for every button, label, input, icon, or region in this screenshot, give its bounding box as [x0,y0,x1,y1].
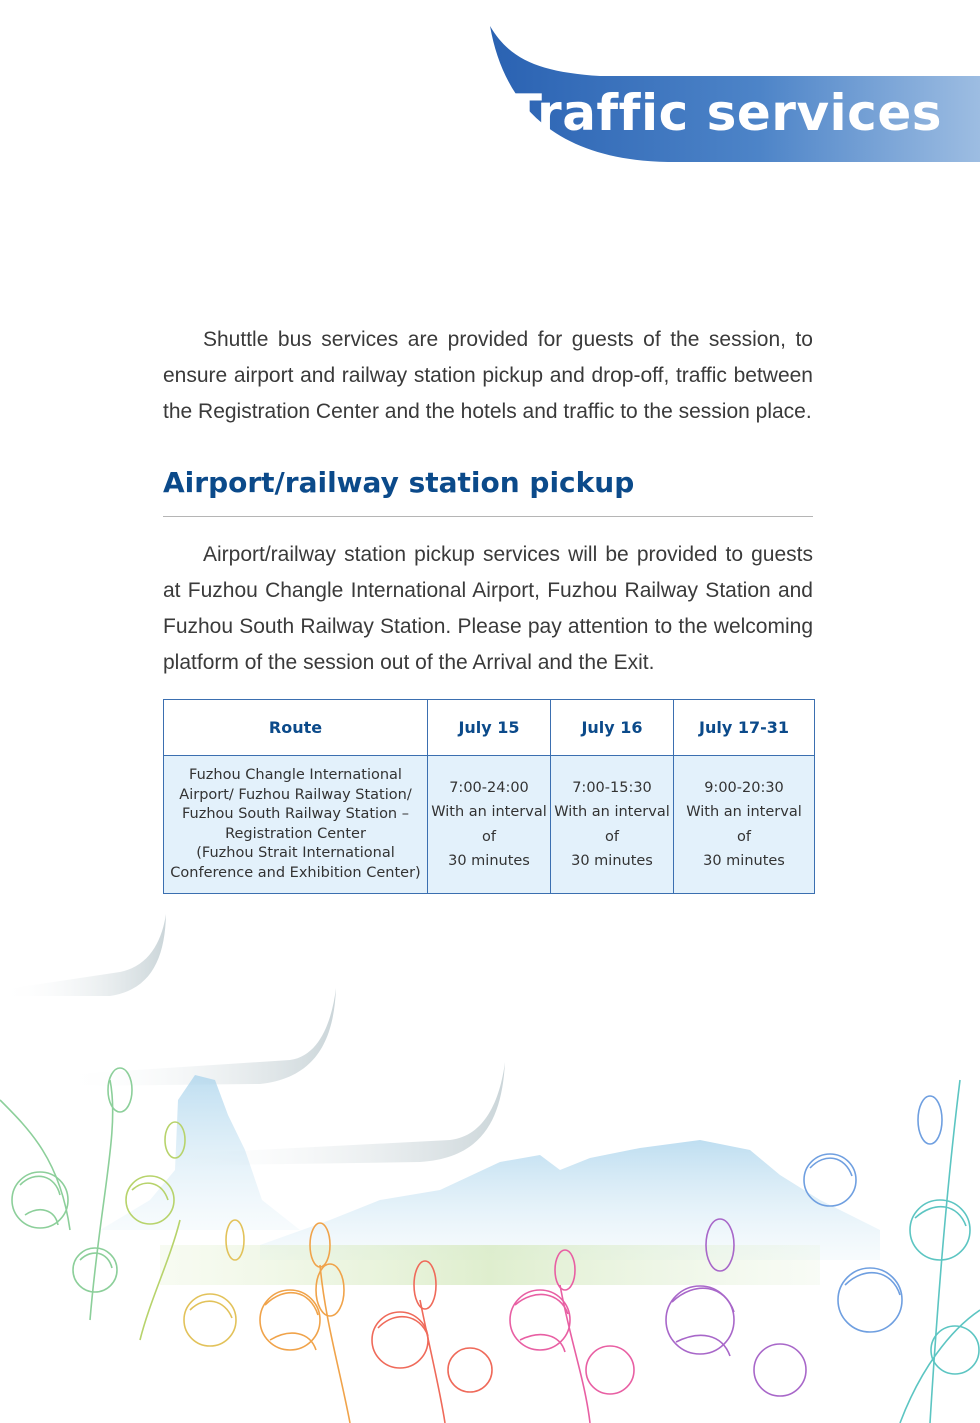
schedule-interval: 30 minutes [571,853,653,869]
route-line: (Fuzhou Strait International [196,845,395,861]
route-line: Fuzhou South Railway Station – [181,806,409,822]
header-july-15: July 15 [428,700,551,756]
schedule-time: 9:00-20:30 [704,779,784,796]
schedule-interval: 30 minutes [448,853,530,869]
route-cell [164,756,428,894]
decorative-scenery-illustration [0,900,980,1423]
schedule-cell-july-15 [428,756,551,894]
route-line: Airport/ Fuzhou Railway Station/ [179,786,412,803]
route-line: Fuzhou Changle International [189,767,402,783]
schedule-cell-july-17-31 [674,756,815,894]
schedule-time: 7:00-15:30 [572,779,652,796]
schedule-interval: of [482,828,496,845]
section-heading: Airport/railway station pickup [163,466,813,517]
route-line: Registration Center [225,825,366,842]
table-row [164,756,815,894]
section-paragraph: Airport/railway station pickup services will be provided to guests at Fuzhou Changle International Airport, Fuzhou Railway Station and Fuzhou South Railway Station. Please pay attention to the welcoming platform of the session out of the Arrival and the Exit. [163,543,813,674]
schedule-interval: With an interval [554,804,670,820]
main-content [163,322,813,894]
schedule-interval: 30 minutes [703,853,785,869]
schedule-interval: With an interval [431,804,547,820]
schedule-interval: of [737,828,751,845]
schedule-interval: of [605,828,619,845]
header-july-17-31: July 17-31 [674,700,815,756]
schedule-cell-july-16 [551,756,674,894]
header-july-16: July 16 [551,700,674,756]
page-title: Traffic services [507,84,942,142]
intro-paragraph: Shuttle bus services are provided for guests of the session, to ensure airport and railway station pickup and drop-off, traffic between the Registration Center and the hotels and traffic to the session place. [163,328,813,423]
schedule-interval: With an interval [686,804,802,820]
shuttle-schedule-table [163,699,815,894]
schedule-time: 7:00-24:00 [449,779,529,796]
route-line: Conference and Exhibition Center) [170,864,421,881]
header-route: Route [164,700,428,756]
table-header-row [164,700,815,756]
